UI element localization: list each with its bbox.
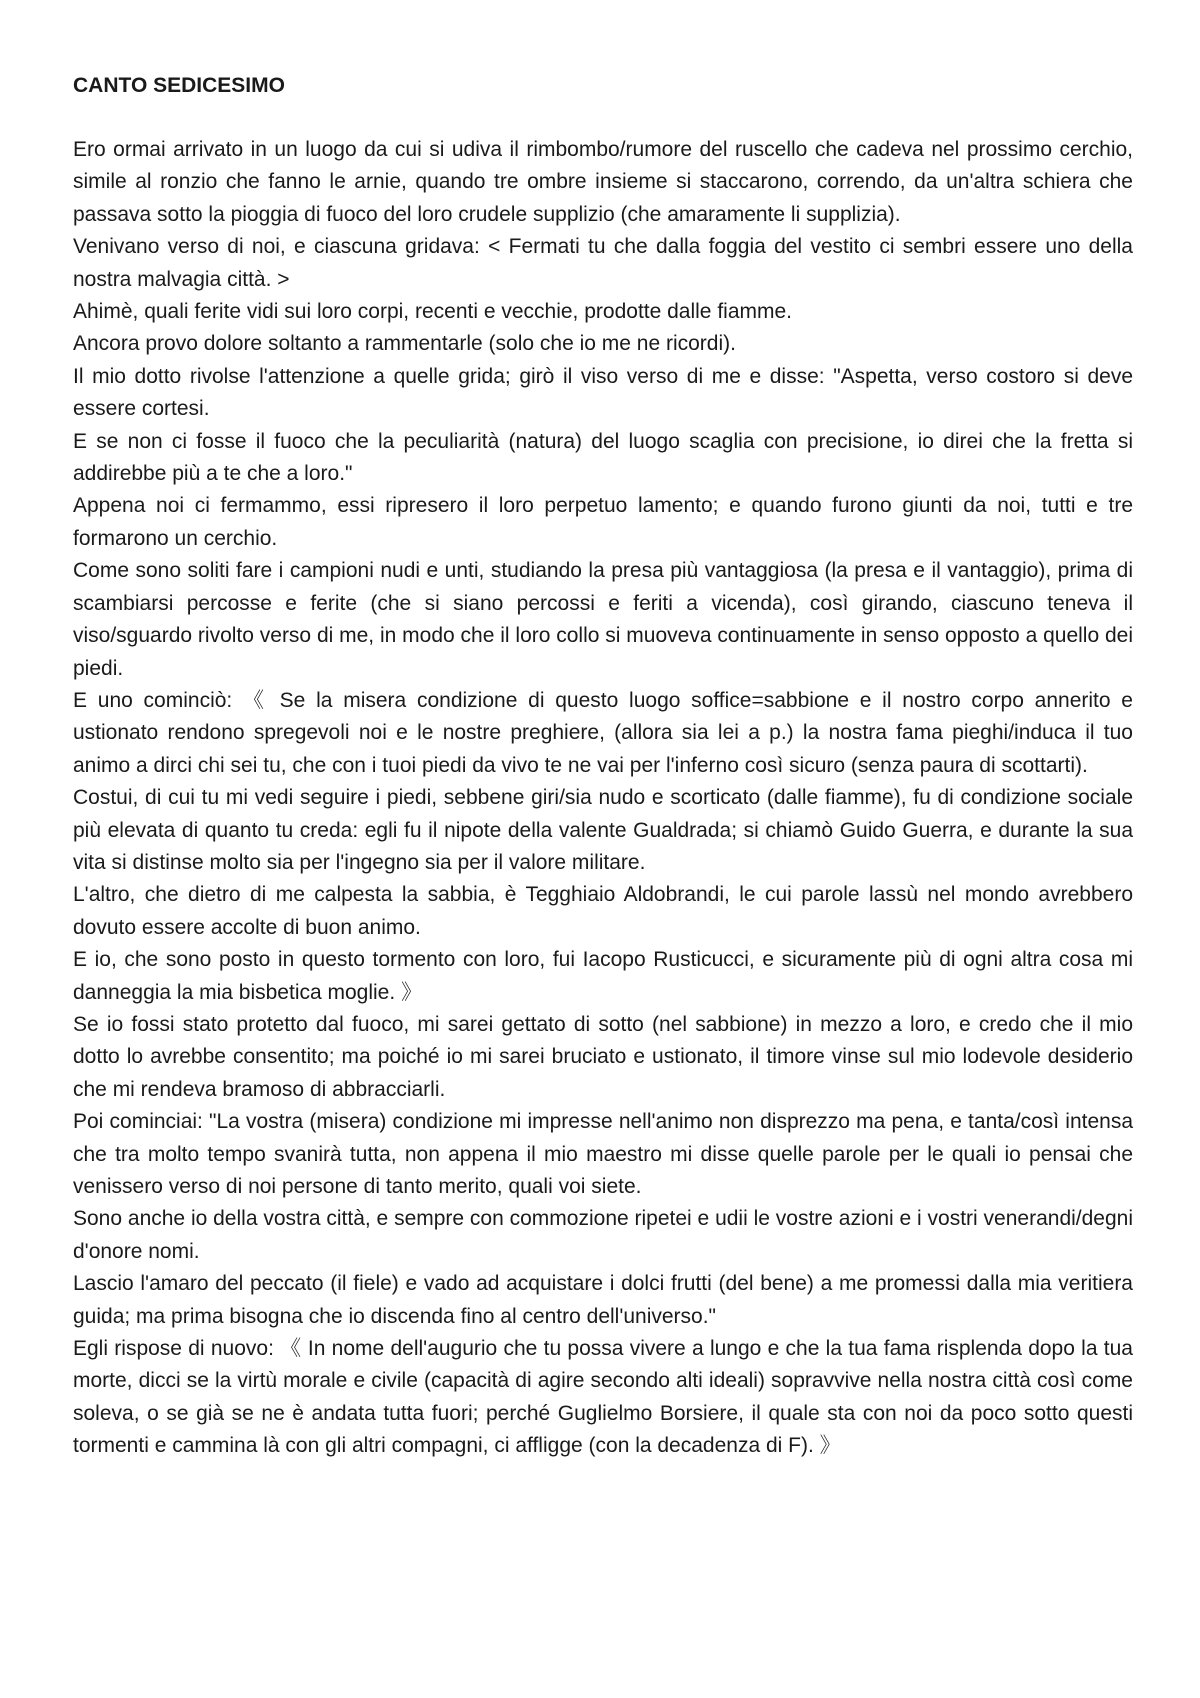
paragraph: Ancora provo dolore soltanto a rammentarle (solo che io me ne ricordi). bbox=[73, 332, 736, 356]
document-page bbox=[73, 70, 1133, 1463]
paragraph: Costui, di cui tu mi vedi seguire i piedi, sebbene giri/sia nudo e scorticato (dalle fiamme), fu di condizione sociale più elevata di quanto tu creda: egli fu il nipote della valente Gualdrada; si chiamò Guido Guerra, e durante la sua vita si distinse molto sia per l'ingegno sia per il valore militare. bbox=[73, 786, 1133, 874]
paragraph: Ero ormai arrivato in un luogo da cui si udiva il rimbombo/rumore del ruscello che cadeva nel prossimo cerchio, simile al ronzio che fanno le arnie, quando tre ombre insieme si staccarono, correndo, da un'altra schiera che passava sotto la pioggia di fuoco del loro crudele supplizio (che amaramente li supplizia). bbox=[73, 138, 1133, 226]
paragraph: Come sono soliti fare i campioni nudi e unti, studiando la presa più vantaggiosa (la presa e il vantaggio), prima di scambiarsi percosse e ferite (che si siano percossi e feriti a vicenda), così girando, ciascuno teneva il viso/sguardo rivolto verso di me, in modo che il loro collo si muoveva continuamente in senso opposto a quello dei piedi. bbox=[73, 559, 1133, 680]
paragraph: E uno cominciò: 《 Se la misera condizione di questo luogo soffice=sabbione e il nostro corpo annerito e ustionato rendono spregevoli noi e le nostre preghiere, (allora sia lei a p.) la nostra fama pieghi/induca il tuo animo a dirci chi sei tu, che con i tuoi piedi da vivo te ne vai per l'inferno così sicuro (senza paura di scottarti). bbox=[73, 688, 1133, 777]
paragraph: Appena noi ci fermammo, essi ripresero il loro perpetuo lamento; e quando furono giunti da noi, tutti e tre formarono un cerchio. bbox=[73, 494, 1133, 550]
paragraph: E se non ci fosse il fuoco che la peculiarità (natura) del luogo scaglia con precisione, io direi che la fretta si addirebbe più a te che a loro." bbox=[73, 429, 1133, 486]
paragraph: Venivano verso di noi, e ciascuna gridava: < Fermati tu che dalla foggia del vestito ci sembri essere uno della nostra malvagia città. > bbox=[73, 235, 1133, 291]
paragraph: L'altro, che dietro di me calpesta la sabbia, è Tegghiaio Aldobrandi, le cui parole lassù nel mondo avrebbero dovuto essere accolte di buon animo. bbox=[73, 883, 1133, 939]
paragraph: Il mio dotto rivolse l'attenzione a quelle grida; girò il viso verso di me e disse: "Aspetta, verso costoro si deve essere cortesi. bbox=[73, 364, 1133, 421]
paragraph: Egli rispose di nuovo: 《 In nome dell'augurio che tu possa vivere a lungo e che la tua fama risplenda dopo la tua morte, dicci se la virtù morale e civile (capacità di agire secondo alti ideali) sopravvive nella nostra città così come soleva, o se già se ne è andata tutta fuori; perché Guglielmo Borsiere, il quale sta con noi da poco sotto questi tormenti e cammina là con gli altri compagni, ci affligge (con la decadenza di F). 》 bbox=[73, 1337, 1133, 1458]
paragraph: E io, che sono posto in questo tormento con loro, fui Iacopo Rusticucci, e sicuramente più di ogni altra cosa mi danneggia la mia bisbetica moglie. 》 bbox=[73, 948, 1133, 1004]
paragraph: Sono anche io della vostra città, e sempre con commozione ripetei e udii le vostre azioni e i vostri venerandi/degni d'onore nomi. bbox=[73, 1207, 1133, 1263]
paragraph: Poi cominciai: "La vostra (misera) condizione mi impresse nell'animo non disprezzo ma pena, e tanta/così intensa che tra molto tempo svanirà tutta, non appena il mio maestro mi disse quelle parole per le quali io pensai che venissero verso di noi persone di tanto merito, quali voi siete. bbox=[73, 1110, 1133, 1198]
document-body bbox=[73, 134, 1133, 1463]
paragraph: Se io fossi stato protetto dal fuoco, mi sarei gettato di sotto (nel sabbione) in mezzo a loro, e credo che il mio dotto lo avrebbe consentito; ma poiché io mi sarei bruciato e ustionato, il timore vinse sul mio lodevole desiderio che mi rendeva bramoso di abbracciarli. bbox=[73, 1012, 1133, 1101]
document-title: CANTO SEDICESIMO bbox=[73, 74, 285, 97]
paragraph: Ahimè, quali ferite vidi sui loro corpi, recenti e vecchie, prodotte dalle fiamme. bbox=[73, 300, 793, 324]
paragraph: Lascio l'amaro del peccato (il fiele) e vado ad acquistare i dolci frutti (del bene) a me promessi dalla mia veritiera guida; ma prima bisogna che io discenda fino al centro dell'universo." bbox=[73, 1272, 1133, 1328]
